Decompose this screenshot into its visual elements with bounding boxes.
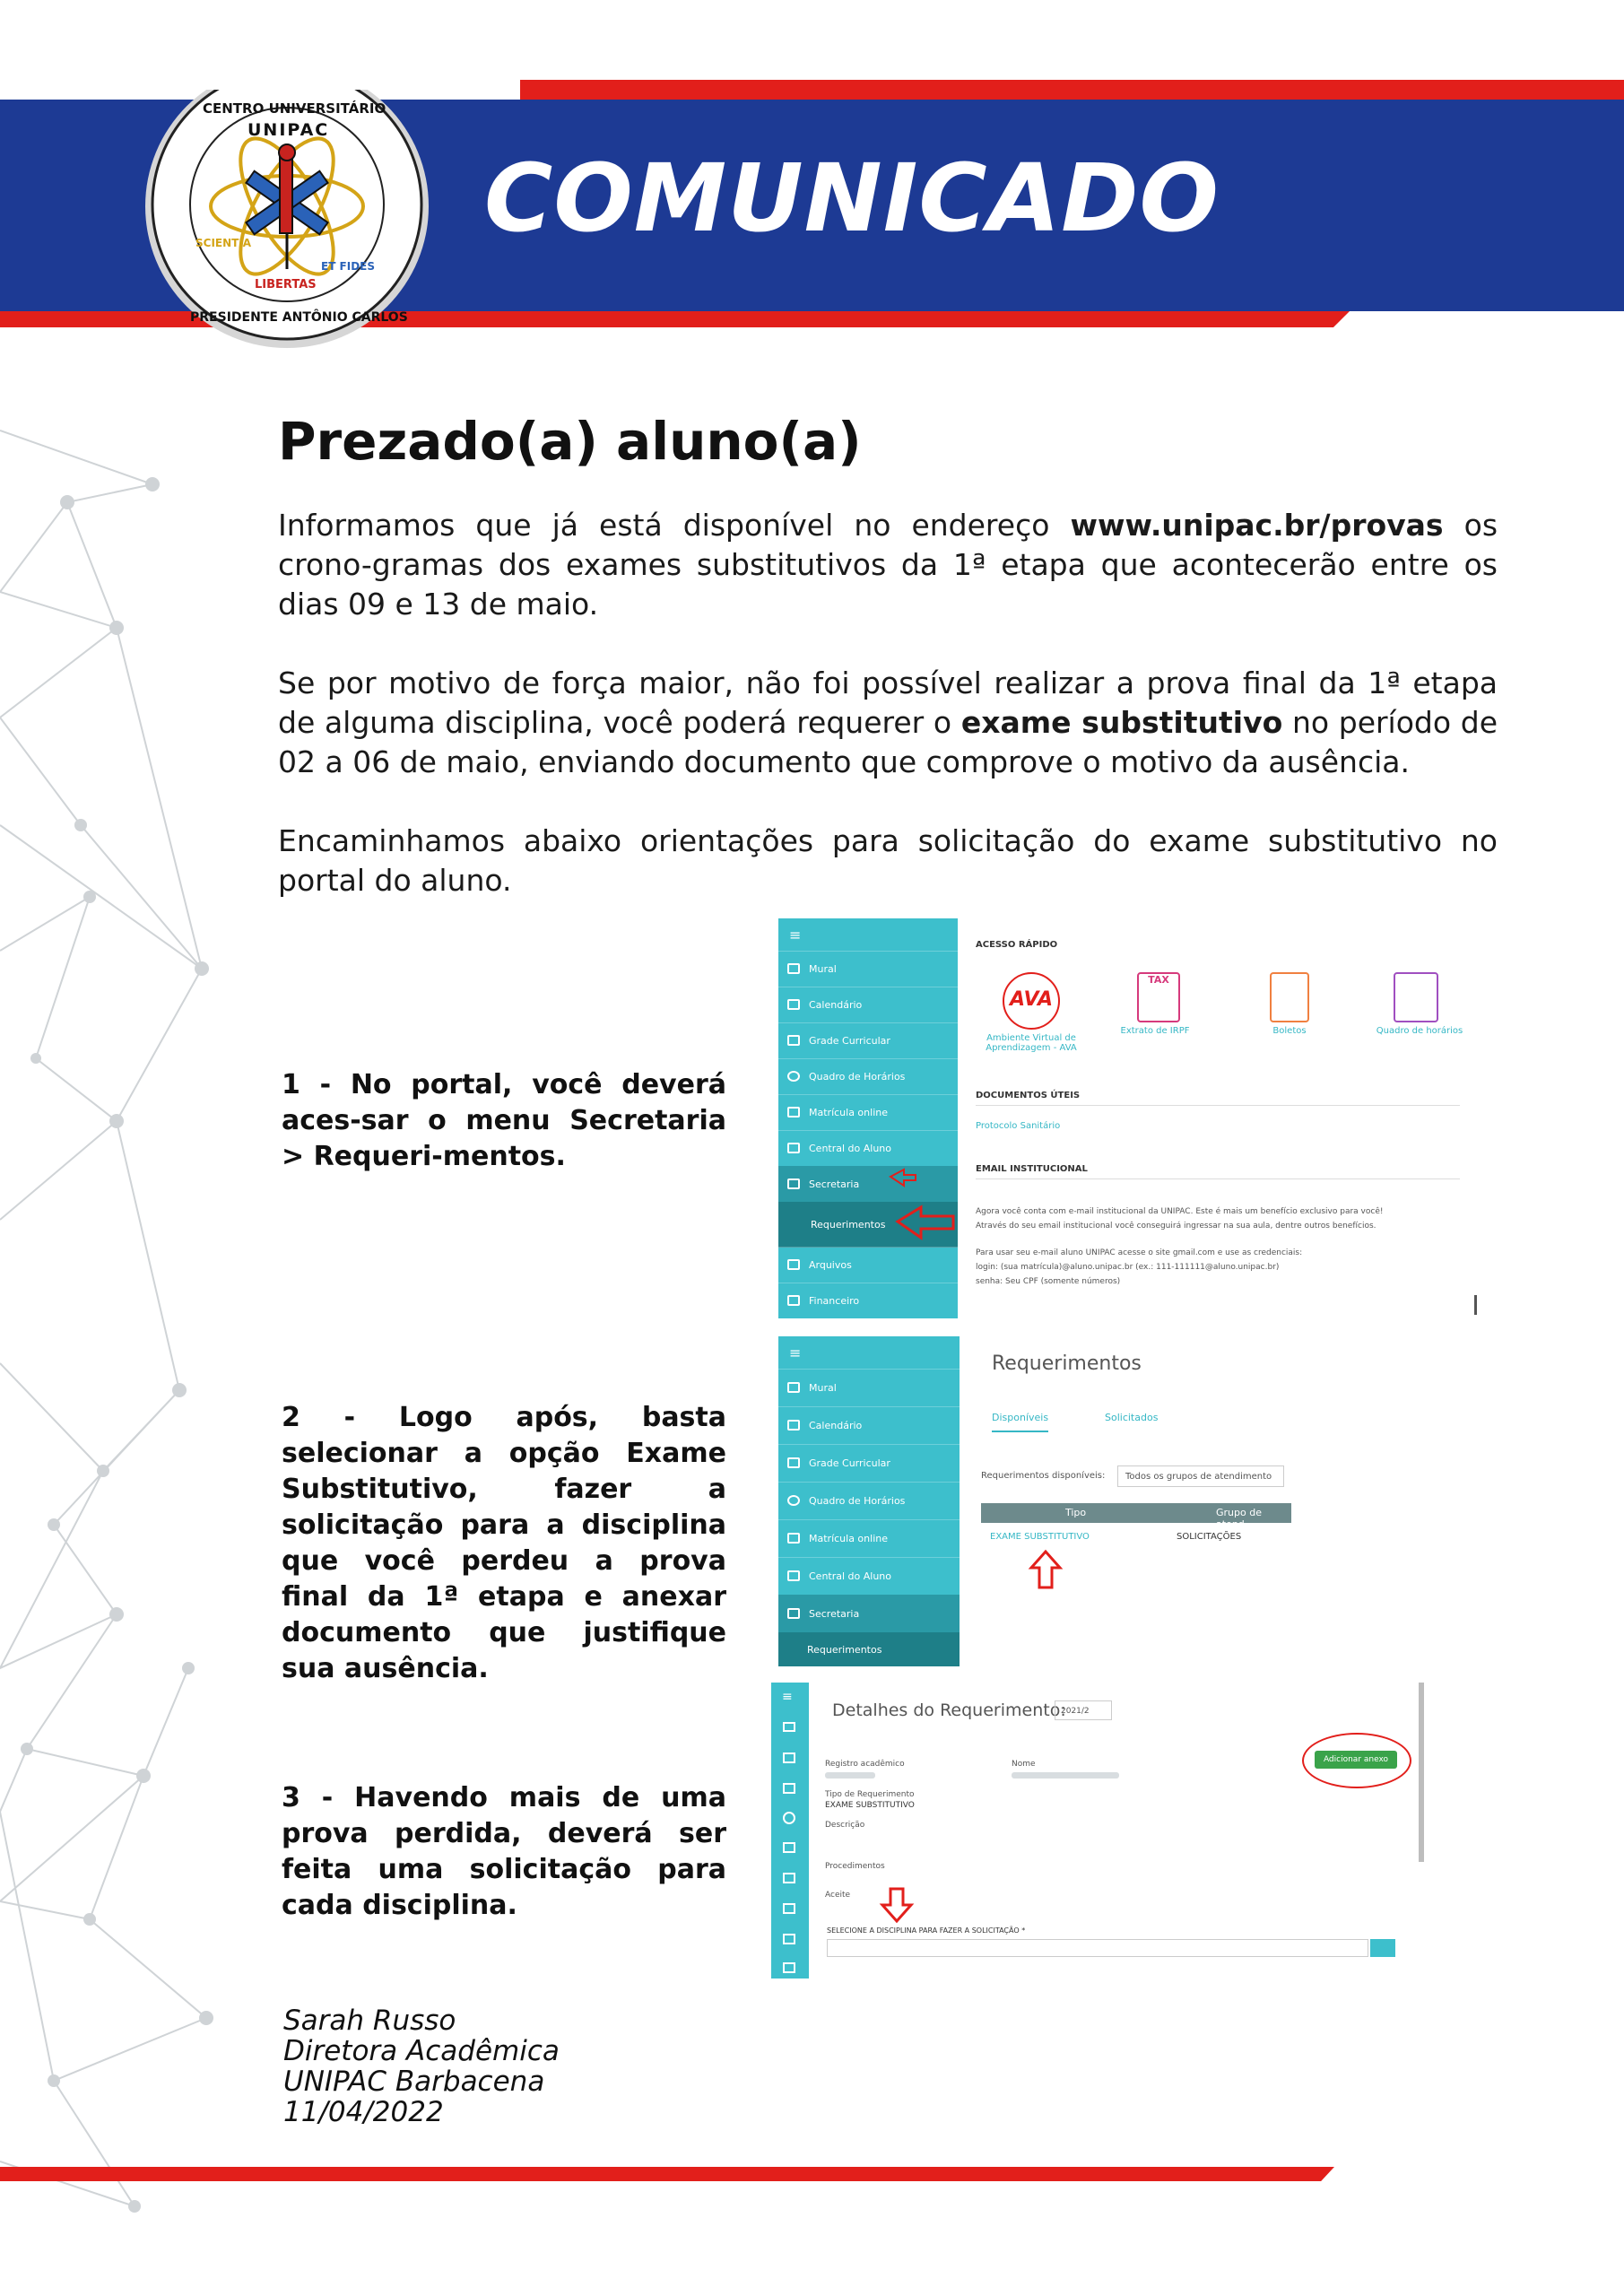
sidebar-label: Secretaria: [809, 1607, 860, 1620]
sidebar-item-secretaria[interactable]: [778, 1595, 960, 1633]
step-1-text: 1 - No portal, você deverá aces-sar o menu Secretaria > Requeri-mentos.: [282, 1069, 726, 1172]
sidebar-item-financeiro[interactable]: [778, 1283, 958, 1318]
tab-solicitados[interactable]: Solicitados: [1105, 1412, 1159, 1423]
red-up-arrow-icon: [1028, 1548, 1064, 1593]
greeting-heading: Prezado(a) aluno(a): [278, 411, 862, 472]
footer-red-stripe: [0, 2167, 1334, 2181]
exame-substitutivo-bold: exame substitutivo: [960, 705, 1283, 740]
sidebar-item-quadro[interactable]: [778, 1482, 960, 1520]
registro-label: Registro acadêmico: [825, 1760, 905, 1769]
paragraph-2-text-b: no período de 02 a 06 de maio, enviando documento que comprove o motivo da ausência.: [278, 705, 1498, 779]
adicionar-anexo-button[interactable]: Adicionar anexo: [1315, 1751, 1397, 1769]
paragraph-3: Encaminhamos abaixo orientações para solicitação do exame substitutivo no portal do aluno.: [278, 823, 1498, 898]
screenshot-portal-home: [778, 918, 1478, 1318]
paragraph-1-text-b: os crono-gramas dos exames substitutivos da 1ª etapa que acontecerão entre os dias 09 e 13 de maio.: [278, 508, 1498, 622]
sidebar-label: Requerimentos: [811, 1218, 886, 1231]
logo-motto-scientia: SCIENTIA: [195, 237, 252, 249]
search-button[interactable]: [1370, 1939, 1395, 1957]
documentos-heading: DOCUMENTOS ÚTEIS: [976, 1091, 1081, 1100]
email-text-2: Através do seu email institucional você conseguirá ingressar na sua aula, dentre outros benefícios.: [976, 1222, 1376, 1231]
portal-sidebar-collapsed: [771, 1683, 809, 1979]
nome-value-blurred: [1012, 1772, 1119, 1779]
sidebar-item-quadro[interactable]: [778, 1058, 958, 1095]
paragraph-2: [278, 664, 1498, 782]
paragraph-1: [278, 506, 1498, 624]
paragraph-2-text-a: Se por motivo de força maior, não foi possível realizar a prova final da 1ª etapa de alguma disciplina, você poderá requerer o: [278, 665, 1498, 740]
boleto-icon[interactable]: [1270, 972, 1309, 1022]
step-3-text: 3 - Havendo mais de uma prova perdida, deverá ser feita uma solicitação para cada disciplina.: [282, 1782, 726, 1921]
user-plus-icon: [787, 1107, 800, 1118]
sidebar-item-grade[interactable]: [778, 1444, 960, 1483]
email-senha: senha: Seu CPF (somente números): [976, 1277, 1121, 1286]
grid-icon: [787, 1457, 800, 1468]
sidebar-hamburger[interactable]: ≡: [778, 918, 958, 952]
portal-sidebar: [778, 1336, 960, 1666]
calendar-icon: [787, 999, 800, 1010]
signature-date: 11/04/2022: [283, 2096, 444, 2128]
invoice-icon: [787, 1295, 800, 1306]
scrollbar[interactable]: [1474, 1295, 1477, 1315]
sidebar-label: Grade Curricular: [809, 1034, 890, 1047]
monitor-icon: [787, 963, 800, 974]
headset-icon: [787, 1143, 800, 1153]
descricao-label: Descrição: [825, 1821, 865, 1830]
signature-role: Diretora Acadêmica: [283, 2035, 560, 2067]
sidebar-hamburger[interactable]: ≡: [778, 1336, 960, 1370]
screenshot-detalhes-requerimento: [771, 1683, 1428, 1979]
scrollbar[interactable]: [1419, 1683, 1424, 1862]
tile-irpf-label[interactable]: Extrato de IRPF: [1120, 1026, 1190, 1036]
tile-ava-label[interactable]: Ambiente Virtual de Aprendizagem - AVA: [986, 1033, 1077, 1053]
signature-name: Sarah Russo: [283, 2005, 456, 2037]
monitor-icon[interactable]: [783, 1722, 795, 1732]
clock-icon[interactable]: [783, 1812, 795, 1824]
email-text-3: Para usar seu e-mail aluno UNIPAC acesse o site gmail.com e use as credenciais:: [976, 1248, 1303, 1257]
disciplina-select[interactable]: [827, 1939, 1368, 1957]
tax-document-icon[interactable]: TAX: [1137, 972, 1180, 1022]
screenshot-requerimentos: [778, 1336, 1291, 1666]
procedimentos-label: Procedimentos: [825, 1862, 885, 1871]
grid-icon[interactable]: [783, 1783, 795, 1794]
clock-icon: [787, 1495, 800, 1506]
sidebar-label: Mural: [809, 962, 837, 975]
folder-icon: [787, 1259, 800, 1270]
nome-label: Nome: [1012, 1760, 1036, 1769]
headset-icon: [787, 1570, 800, 1581]
folder-icon[interactable]: [783, 1934, 795, 1944]
paragraph-1-text-a: Informamos que já está disponível no endereço: [278, 508, 1071, 543]
sidebar-label: Secretaria: [809, 1178, 860, 1190]
exam-url: www.unipac.br/provas: [1070, 508, 1444, 543]
col-tipo: Tipo: [1065, 1507, 1087, 1518]
sidebar-item-grade[interactable]: [778, 1022, 958, 1059]
grid-icon: [787, 1035, 800, 1046]
calendar-icon[interactable]: [783, 1752, 795, 1763]
sidebar-label: Financeiro: [809, 1294, 860, 1307]
col-grupo: Grupo de atend: [1216, 1507, 1262, 1530]
registro-value-blurred: [825, 1772, 875, 1779]
tipo-value: EXAME SUBSTITUTIVO: [825, 1801, 915, 1810]
detalhes-title: Detalhes do Requerimento:: [832, 1700, 1066, 1720]
sidebar-label: Matrícula online: [809, 1106, 888, 1118]
row-grupo: SOLICITAÇÕES: [1177, 1532, 1242, 1542]
sidebar-item-arquivos[interactable]: [778, 1247, 958, 1283]
headset-icon[interactable]: [783, 1873, 795, 1883]
logo-top-text: CENTRO UNIVERSITÁRIO: [203, 100, 386, 117]
clipboard-icon[interactable]: [783, 1903, 795, 1914]
user-plus-icon[interactable]: [783, 1842, 795, 1853]
email-text-1: Agora você conta com e-mail institucional da UNIPAC. Este é mais um benefício exclusivo para você!: [976, 1207, 1384, 1216]
sidebar-item-central[interactable]: [778, 1557, 960, 1596]
logo-motto-libertas: LIBERTAS: [255, 278, 317, 291]
clock-icon: [787, 1071, 800, 1082]
red-arrow-icon: [864, 1168, 962, 1248]
sidebar-label: Calendário: [809, 998, 863, 1011]
portal-sidebar: [778, 918, 958, 1318]
filter-select[interactable]: Todos os grupos de atendimento: [1117, 1465, 1284, 1487]
step-2-text: 2 - Logo após, basta selecionar a opção Exame Substitutivo, fazer a solicitação para a disciplina que você perdeu a prova final da 1ª etapa e anexar documento que justifique sua ausência.: [282, 1402, 726, 1684]
calendar-icon: [787, 1420, 800, 1431]
protocolo-link[interactable]: Protocolo Sanitário: [976, 1121, 1061, 1131]
ava-icon[interactable]: AVA: [1003, 972, 1060, 1030]
row-exame-substitutivo[interactable]: EXAME SUBSTITUTIVO: [990, 1532, 1090, 1542]
tile-boletos-label[interactable]: Boletos: [1272, 1026, 1307, 1036]
signature-block: [283, 2005, 560, 2127]
clipboard-icon: [787, 1178, 800, 1189]
requerimentos-title: Requerimentos: [992, 1352, 1142, 1375]
select-disciplina-label: SELECIONE A DISCIPLINA PARA FAZER A SOLICITAÇÃO *: [827, 1926, 1026, 1935]
divider: [976, 1178, 1460, 1179]
sidebar-item-matricula[interactable]: [778, 1094, 958, 1131]
tipo-label: Tipo de Requerimento: [825, 1790, 915, 1799]
sidebar-label: Quadro de Horários: [809, 1070, 906, 1083]
clipboard-icon: [787, 1608, 800, 1619]
sidebar-item-central[interactable]: [778, 1130, 958, 1167]
sidebar-item-calendario[interactable]: [778, 1406, 960, 1445]
logo-motto-et-fides: ET FIDES: [321, 260, 376, 273]
sidebar-item-calendario[interactable]: [778, 987, 958, 1023]
period-select[interactable]: 2021/2: [1055, 1700, 1112, 1720]
sidebar-label: Matrícula online: [809, 1532, 888, 1544]
sidebar-label: Requerimentos: [807, 1643, 882, 1656]
sidebar-label: Arquivos: [809, 1258, 852, 1271]
logo-bottom-text: PRESIDENTE ANTÔNIO CARLOS: [190, 310, 408, 325]
divider: [976, 1105, 1460, 1106]
email-heading: EMAIL INSTITUCIONAL: [976, 1164, 1088, 1174]
tile-quadro-label[interactable]: Quadro de horários: [1376, 1026, 1463, 1036]
aceite-label: Aceite: [825, 1891, 851, 1900]
user-plus-icon: [787, 1533, 800, 1544]
schedule-icon[interactable]: [1394, 972, 1438, 1022]
sidebar-label: Central do Aluno: [809, 1570, 892, 1582]
sidebar-item-mural[interactable]: [778, 1369, 960, 1407]
sidebar-item-mural[interactable]: [778, 951, 958, 987]
signature-org: UNIPAC Barbacena: [283, 2066, 545, 2098]
network-decoration: [0, 323, 296, 2296]
logo-name: UNIPAC: [248, 120, 330, 140]
invoice-icon[interactable]: [783, 1962, 795, 1973]
sidebar-label: Quadro de Horários: [809, 1494, 906, 1507]
email-login: login: (sua matrícula)@aluno.unipac.br (ex.: 111-111111@aluno.unipac.br): [976, 1263, 1280, 1272]
tab-disponiveis[interactable]: Disponíveis: [992, 1412, 1048, 1432]
header-title: COMUNICADO: [484, 144, 1220, 253]
hamburger-icon[interactable]: ≡: [782, 1690, 793, 1704]
sidebar-item-matricula[interactable]: [778, 1519, 960, 1558]
sidebar-label: Central do Aluno: [809, 1142, 892, 1154]
sidebar-label: Mural: [809, 1381, 837, 1394]
sidebar-label: Calendário: [809, 1419, 863, 1431]
monitor-icon: [787, 1382, 800, 1393]
sidebar-item-requerimentos[interactable]: [778, 1632, 960, 1666]
sidebar-label: Grade Curricular: [809, 1457, 890, 1469]
filter-label: Requerimentos disponíveis:: [981, 1471, 1106, 1481]
acesso-rapido-heading: ACESSO RÁPIDO: [976, 940, 1058, 950]
red-down-arrow-icon: [879, 1885, 915, 1925]
